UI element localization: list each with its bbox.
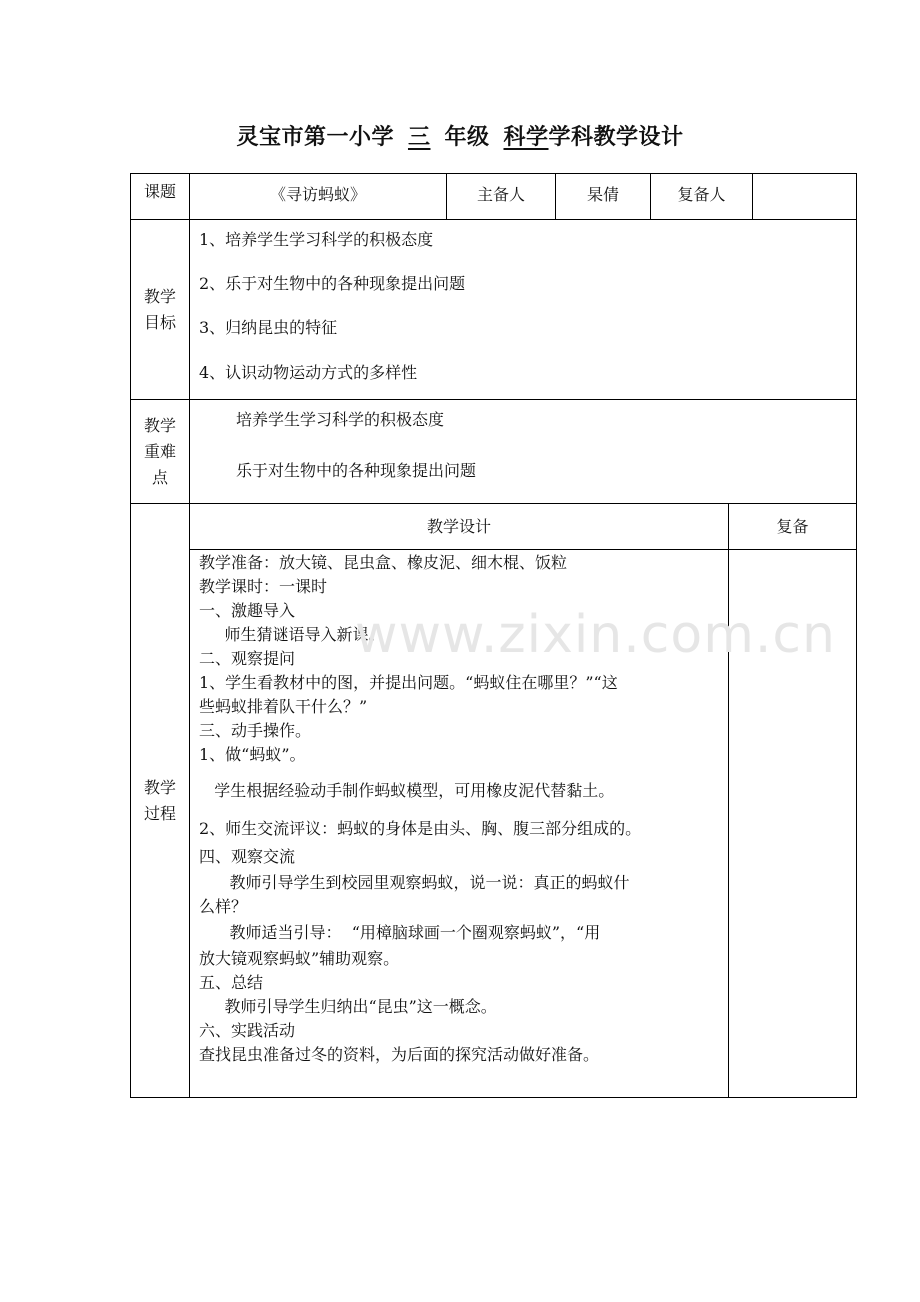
process-line: 二、观察提问	[199, 649, 296, 668]
watermark: www.zixin.com.cn	[355, 605, 836, 665]
main-preparer-value: 杲倩	[586, 185, 619, 204]
process-line: 么样？	[199, 897, 248, 916]
process-line: 教师引导学生归纳出“昆虫”这一概念。	[199, 997, 497, 1016]
objectives-list	[199, 228, 849, 405]
co-preparer-label: 复备人	[677, 185, 726, 204]
objectives-label: 教学 目标	[143, 286, 176, 332]
design-header: 教学设计	[426, 516, 491, 536]
document-title	[0, 120, 920, 151]
process-line: 教师引导学生到校园里观察蚂蚁，说一说：真正的蚂蚁什	[199, 873, 630, 892]
title-subject: 科学	[503, 125, 549, 150]
key-points-label: 教学 重难 点	[143, 415, 176, 487]
objective-item: 2、乐于对生物中的各种现象提出问题	[199, 274, 466, 293]
process-line: 师生猜谜语导入新课。	[199, 625, 385, 644]
process-line: 学生根据经验动手制作蚂蚁模型，可用橡皮泥代替黏土。	[199, 781, 615, 800]
title-school: 灵宝市第一小学	[236, 125, 394, 150]
process-line: 些蚂蚁排着队干什么？”	[199, 697, 368, 716]
key-point-item: 乐于对生物中的各种现象提出问题	[236, 461, 477, 480]
review-header: 复备	[776, 516, 809, 536]
main-preparer-label: 主备人	[476, 185, 525, 204]
process-line: 一、激趣导入	[199, 601, 296, 620]
objective-item: 4、认识动物运动方式的多样性	[199, 363, 418, 382]
topic-value: 《寻访蚂蚁》	[269, 185, 366, 204]
process-line: 1、学生看教材中的图，并提出问题。“蚂蚁住在哪里？”“这	[199, 673, 618, 692]
process-line: 三、动手操作。	[199, 721, 312, 740]
process-content	[199, 551, 727, 1067]
process-line: 1、做“蚂蚁”。	[199, 745, 306, 764]
key-point-item: 培养学生学习科学的积极态度	[236, 410, 445, 429]
process-line: 教师适当引导： “用樟脑球画一个圈观察蚂蚁”，“用	[199, 923, 601, 942]
process-line: 查找昆虫准备过冬的资料，为后面的探究活动做好准备。	[199, 1045, 600, 1064]
title-grade: 三	[407, 125, 431, 150]
process-line: 教学准备：放大镜、昆虫盒、橡皮泥、细木棍、饭粒	[199, 553, 568, 572]
process-line: 六、实践活动	[199, 1021, 296, 1040]
process-line: 放大镜观察蚂蚁”辅助观察。	[199, 949, 400, 968]
process-line: 教学课时：一课时	[199, 577, 328, 596]
process-label: 教学 过程	[143, 777, 176, 823]
process-line: 四、观察交流	[199, 847, 296, 866]
title-grade-suffix: 年级	[444, 125, 490, 150]
title-suffix: 学科教学设计	[548, 125, 684, 150]
process-line: 2、师生交流评议：蚂蚁的身体是由头、胸、腹三部分组成的。	[199, 819, 642, 838]
objective-item: 1、培养学生学习科学的积极态度	[199, 230, 434, 249]
objective-item: 3、归纳昆虫的特征	[199, 318, 338, 337]
topic-label: 课题	[143, 182, 176, 201]
process-line: 五、总结	[199, 973, 264, 992]
